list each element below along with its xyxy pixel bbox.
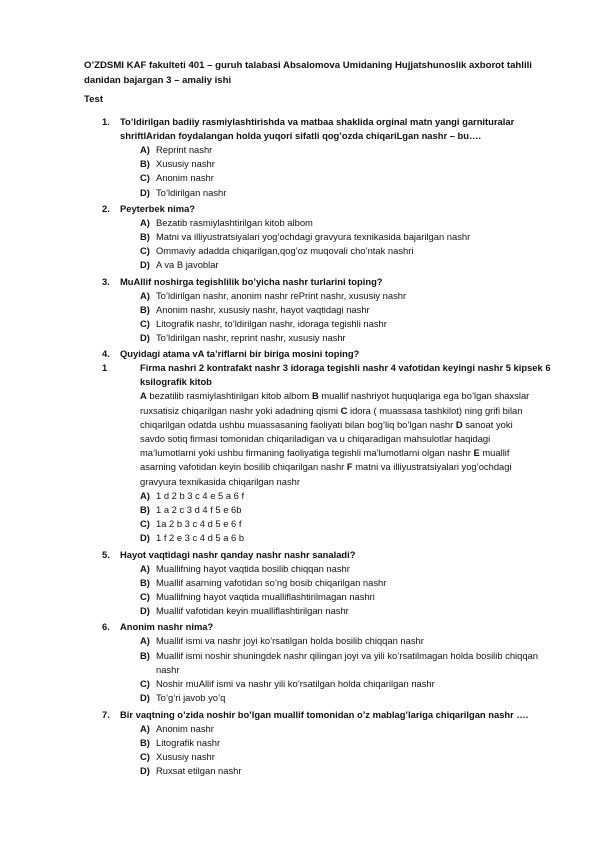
option-c bbox=[84, 171, 554, 185]
option-text: Muallifning hayot vaqtida bosilib chiqqan nashr bbox=[156, 562, 350, 574]
definition-letter: F bbox=[346, 461, 353, 473]
option-text: Noshir muAllif ismi va nashr yili ko’rsatilgan holda chiqarilgan nashr bbox=[156, 678, 435, 690]
option-list bbox=[84, 216, 554, 273]
question-number: 1. bbox=[102, 116, 110, 127]
option-letter: A) bbox=[140, 562, 150, 574]
definition-letter: A bbox=[140, 390, 147, 402]
definition-text: matni va illiyustratsiyalari yog’ochdagi gravyura texnikasida chiqarilgan nashr bbox=[140, 461, 512, 487]
option-a bbox=[84, 216, 554, 230]
option-text: Bezatib rasmiylashtirilgan kitob albom bbox=[156, 216, 313, 228]
question-1 bbox=[84, 115, 554, 200]
option-text: Reprint nashr bbox=[156, 144, 213, 155]
option-letter: C) bbox=[140, 750, 150, 762]
option-text: Anonim nashr bbox=[156, 722, 214, 734]
definition-text: muallif nashriyot huquqlariga ega bo’lgan shaxslar ruxsatisiz chiqarilgan nashr yoki adadning qismi bbox=[140, 390, 530, 416]
option-letter: B) bbox=[140, 576, 150, 588]
option-a bbox=[84, 489, 554, 503]
option-letter: A) bbox=[140, 289, 150, 301]
option-c bbox=[84, 517, 554, 531]
option-text: Anonim nashr, xususiy nashr, hayot vaqtidagi nashr bbox=[156, 303, 370, 315]
option-letter: C) bbox=[140, 245, 150, 257]
document-title: O’ZDSMI KAF fakulteti 401 – guruh talabasi Absalomova Umidaning Hujjatshunoslik axborot tahlili danidan bajargan 3 – amaliy ishi bbox=[84, 60, 532, 86]
option-a bbox=[84, 289, 554, 303]
option-text: To’ldirilgan nashr, reprint nashr, xususiy nashr bbox=[156, 332, 346, 344]
option-text: 1a 2 b 3 c 4 d 5 e 6 f bbox=[156, 518, 242, 530]
question-number: 4. bbox=[102, 348, 110, 360]
option-list bbox=[84, 562, 554, 619]
option-list bbox=[84, 289, 554, 346]
option-b bbox=[84, 157, 554, 171]
option-letter: C) bbox=[140, 172, 150, 184]
option-text: To’ldirilgan nashr, anonim nashr rePrint nashr, xususiy nashr bbox=[156, 289, 407, 301]
option-text: A va B javoblar bbox=[156, 259, 219, 271]
option-letter: A) bbox=[140, 722, 150, 734]
option-c bbox=[84, 750, 554, 764]
option-text: Ruxsat etilgan nashr bbox=[156, 765, 242, 777]
option-letter: D) bbox=[140, 332, 150, 344]
option-list bbox=[84, 722, 554, 779]
option-c bbox=[84, 590, 554, 604]
question-text: Quyidagi atama vA ta’riflarni bir biriga mosini toping? bbox=[120, 348, 360, 360]
option-d bbox=[84, 186, 554, 200]
option-letter: D) bbox=[140, 765, 150, 777]
definition-letter: C bbox=[340, 404, 348, 416]
option-letter: B) bbox=[140, 504, 150, 516]
option-text: Muallif ismi noshir shuningdek nashr qilingan joyi va yili ko’rsatilmagan holda bosilib chiqqan nashr bbox=[156, 649, 538, 675]
definition-text: sanoat yoki savdo sotiq firmasi tomonidan chiqariladigan va u chiqaradigan mahsulotlar haqidagi ma’lumotlarni yoki ushbu firmaning faoliyatiga tegishli ma’lumotlarni olgan nashr bbox=[140, 418, 513, 459]
option-letter: A) bbox=[140, 489, 150, 501]
question-2 bbox=[84, 202, 554, 273]
question-4 bbox=[84, 347, 554, 545]
option-c bbox=[84, 317, 554, 331]
option-letter: C) bbox=[140, 318, 150, 330]
option-letter: C) bbox=[140, 518, 150, 530]
option-b bbox=[84, 303, 554, 317]
option-text: 1 d 2 b 3 c 4 e 5 a 6 f bbox=[156, 489, 245, 501]
option-b bbox=[84, 576, 554, 590]
option-a bbox=[84, 143, 554, 157]
question-7 bbox=[84, 708, 554, 779]
option-d bbox=[84, 531, 554, 545]
question-text: Hayot vaqtidagi nashr qanday nashr nashr sanaladi? bbox=[120, 548, 356, 560]
question-text: Peyterbek nima? bbox=[120, 202, 196, 214]
term-list-number: 1 bbox=[102, 362, 108, 374]
option-letter: A) bbox=[140, 216, 150, 228]
option-list bbox=[84, 489, 554, 546]
option-d bbox=[84, 604, 554, 618]
option-letter: B) bbox=[140, 231, 150, 243]
definition-text: bezatilib rasmiylashtirilgan kitob albom bbox=[146, 390, 312, 402]
option-d bbox=[84, 331, 554, 345]
question-text: To’ldirilgan badiiy rasmiylashtirishda va matbaa shaklida orginal matn yangi garnituralar shriftlAridan foydalangan holda yuqori sifatli qog’ozda chiqariLgan nashr – bu…. bbox=[120, 116, 515, 141]
question-number: 6. bbox=[102, 621, 110, 633]
option-list bbox=[84, 634, 554, 705]
question-text: Bir vaqtning o’zida noshir bo’lgan muallif tomonidan o’z mablag’lariga chiqarilgan nashr …. bbox=[120, 708, 529, 720]
option-c bbox=[84, 244, 554, 258]
option-text: Muallif vafotidan keyin mualliflashtirilgan nashr bbox=[156, 605, 349, 617]
question-3 bbox=[84, 275, 554, 346]
question-number: 7. bbox=[102, 708, 110, 720]
test-label: Test bbox=[84, 94, 104, 105]
option-text: 1 a 2 c 3 d 4 f 5 e 6b bbox=[156, 504, 242, 516]
option-d bbox=[84, 764, 554, 778]
option-text: Litografik nashr, to’ldirilgan nashr, idoraga tegishli nashr bbox=[156, 318, 387, 330]
option-letter: C) bbox=[140, 591, 150, 603]
question-text: MuAllif noshirga tegishlilik bo’yicha nashr turlarini toping? bbox=[120, 275, 383, 287]
option-text: Xususiy nashr bbox=[156, 750, 215, 762]
option-d bbox=[84, 691, 554, 705]
option-b bbox=[84, 230, 554, 244]
option-text: 1 f 2 e 3 c 4 d 5 a 6 b bbox=[156, 532, 245, 544]
option-letter: D) bbox=[140, 259, 150, 271]
option-text: Muallif asarning vafotidan so’ng bosib chiqarilgan nashr bbox=[156, 576, 387, 588]
option-text: Ommaviy adadda chiqarilgan,qog’oz muqovali cho’ntak nashri bbox=[156, 245, 414, 257]
question-list bbox=[84, 115, 554, 780]
option-text: Muallifning hayot vaqtida mualliflashtirilmagan nashri bbox=[156, 591, 375, 603]
question-number: 3. bbox=[102, 275, 110, 287]
option-list bbox=[84, 143, 554, 200]
option-letter: A) bbox=[140, 635, 150, 647]
definition-letter: B bbox=[311, 390, 319, 402]
option-letter: A) bbox=[140, 144, 150, 155]
option-letter: D) bbox=[140, 532, 150, 544]
question-5 bbox=[84, 548, 554, 619]
question-number: 2. bbox=[102, 202, 110, 214]
option-letter: B) bbox=[140, 158, 150, 170]
option-text: To’g’ri javob yo’q bbox=[156, 692, 226, 704]
option-text: To’ldirilgan nashr bbox=[156, 186, 227, 198]
definition-letter: E bbox=[473, 447, 480, 459]
option-c bbox=[84, 677, 554, 691]
option-letter: D) bbox=[140, 692, 150, 704]
option-b bbox=[84, 649, 554, 677]
option-a bbox=[84, 562, 554, 576]
option-text: Litografik nashr bbox=[156, 736, 221, 748]
option-letter: C) bbox=[140, 678, 150, 690]
term-list bbox=[84, 361, 554, 389]
definition-text: idora ( muassasa tashkilot) ning grifi bilan chiqarilgan odatda ushbu muassasaning faoliyati bilan bog’liq bo’lgan nashr bbox=[140, 404, 523, 430]
question-number: 5. bbox=[102, 548, 110, 560]
question-6 bbox=[84, 620, 554, 705]
option-text: Muallif ismi va nashr joyi ko’rsatilgan holda bosilib chiqqan nashr bbox=[156, 635, 424, 647]
option-letter: B) bbox=[140, 303, 150, 315]
option-text: Xususiy nashr bbox=[156, 158, 215, 170]
definition-letter: D bbox=[455, 418, 463, 430]
option-text: Matni va illiyustratsiyalari yog’ochdagi gravyura texnikasida bajarilgan nashr bbox=[156, 231, 471, 243]
option-b bbox=[84, 503, 554, 517]
term-list-text: Firma nashri 2 kontrafakt nashr 3 idoraga tegishli nashr 4 vafotidan keyingi nashr 5 kipsek 6 ksilografik kitob bbox=[140, 362, 551, 388]
option-d bbox=[84, 258, 554, 272]
option-letter: B) bbox=[140, 736, 150, 748]
option-b bbox=[84, 736, 554, 750]
question-text: Anonim nashr nima? bbox=[120, 621, 214, 633]
option-text: Anonim nashr bbox=[156, 172, 214, 184]
definition-text: muallif asarning vafotidan keyin bosilib chiqarilgan nashr bbox=[140, 447, 510, 473]
option-letter: B) bbox=[140, 649, 150, 661]
option-letter: D) bbox=[140, 605, 150, 617]
option-a bbox=[84, 634, 554, 648]
option-a bbox=[84, 722, 554, 736]
option-letter: D) bbox=[140, 186, 150, 198]
definitions-paragraph bbox=[84, 389, 554, 488]
